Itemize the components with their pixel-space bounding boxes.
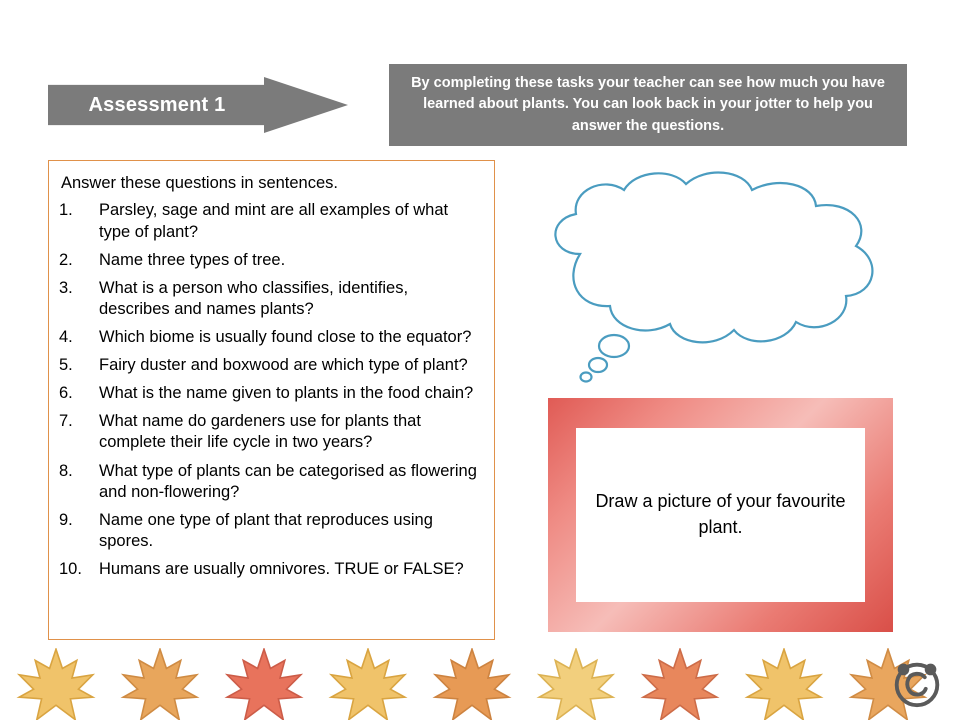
maple-leaf-icon (528, 648, 624, 720)
question-number: 6. (59, 384, 73, 403)
maple-leaf-icon (424, 648, 520, 720)
maple-leaf-icon (112, 648, 208, 720)
list-item (59, 327, 480, 348)
maple-leaf-icon (736, 648, 832, 720)
question-number: 9. (59, 510, 73, 529)
question-number: 7. (59, 412, 73, 431)
question-number: 1. (59, 201, 73, 220)
question-text: Name three types of tree. (99, 250, 286, 269)
intro-instructions: By completing these tasks your teacher can see how much you have learned about plants. You can look back in your jotter to help you answer the questions. (389, 64, 907, 146)
maple-leaf-icon (8, 648, 104, 720)
assessment-banner (48, 77, 348, 133)
list-item (59, 411, 480, 453)
leaf-border (0, 648, 960, 720)
question-number: 10. (59, 559, 82, 578)
question-text: Fairy duster and boxwood are which type of plant? (99, 356, 468, 375)
list-item (59, 250, 480, 271)
question-number: 3. (59, 278, 73, 297)
question-number: 5. (59, 356, 73, 375)
draw-task-text: Draw a picture of your favourite plant. (576, 428, 865, 602)
thought-cloud-text: Write a paragraph explaining why you would or would not like to be a botanist. (600, 215, 818, 286)
questions-panel (48, 160, 495, 640)
maple-leaf-icon (216, 648, 312, 720)
maple-leaf-icon (320, 648, 416, 720)
question-number: 2. (59, 250, 73, 269)
list-item (59, 200, 480, 242)
question-text: What is a person who classifies, identifies, describes and names plants? (99, 278, 409, 318)
questions-intro: Answer these questions in sentences. (61, 174, 338, 192)
question-text: Name one type of plant that reproduces using spores. (99, 510, 433, 550)
list-item (59, 355, 480, 376)
question-text: Parsley, sage and mint are all examples of what type of plant? (99, 201, 449, 241)
list-item (59, 278, 480, 320)
maple-leaf-icon (632, 648, 728, 720)
list-item (59, 559, 480, 580)
question-text: What is the name given to plants in the food chain? (99, 384, 474, 403)
header (0, 58, 960, 148)
question-number: 4. (59, 327, 73, 346)
question-text: What type of plants can be categorised as flowering and non-flowering? (99, 461, 477, 501)
list-item (59, 383, 480, 404)
question-text: What name do gardeners use for plants that complete their life cycle in two years? (99, 412, 421, 452)
list-item (59, 510, 480, 552)
questions-list (59, 200, 480, 580)
draw-task-frame (548, 398, 893, 632)
question-text: Which biome is usually found close to the equator? (99, 327, 472, 346)
list-item (59, 461, 480, 503)
thought-cloud (520, 168, 920, 398)
question-number: 8. (59, 461, 73, 480)
banner-title: Assessment 1 (88, 93, 226, 116)
question-text: Humans are usually omnivores. TRUE or FALSE? (99, 559, 464, 578)
copyright-icon (888, 654, 946, 712)
